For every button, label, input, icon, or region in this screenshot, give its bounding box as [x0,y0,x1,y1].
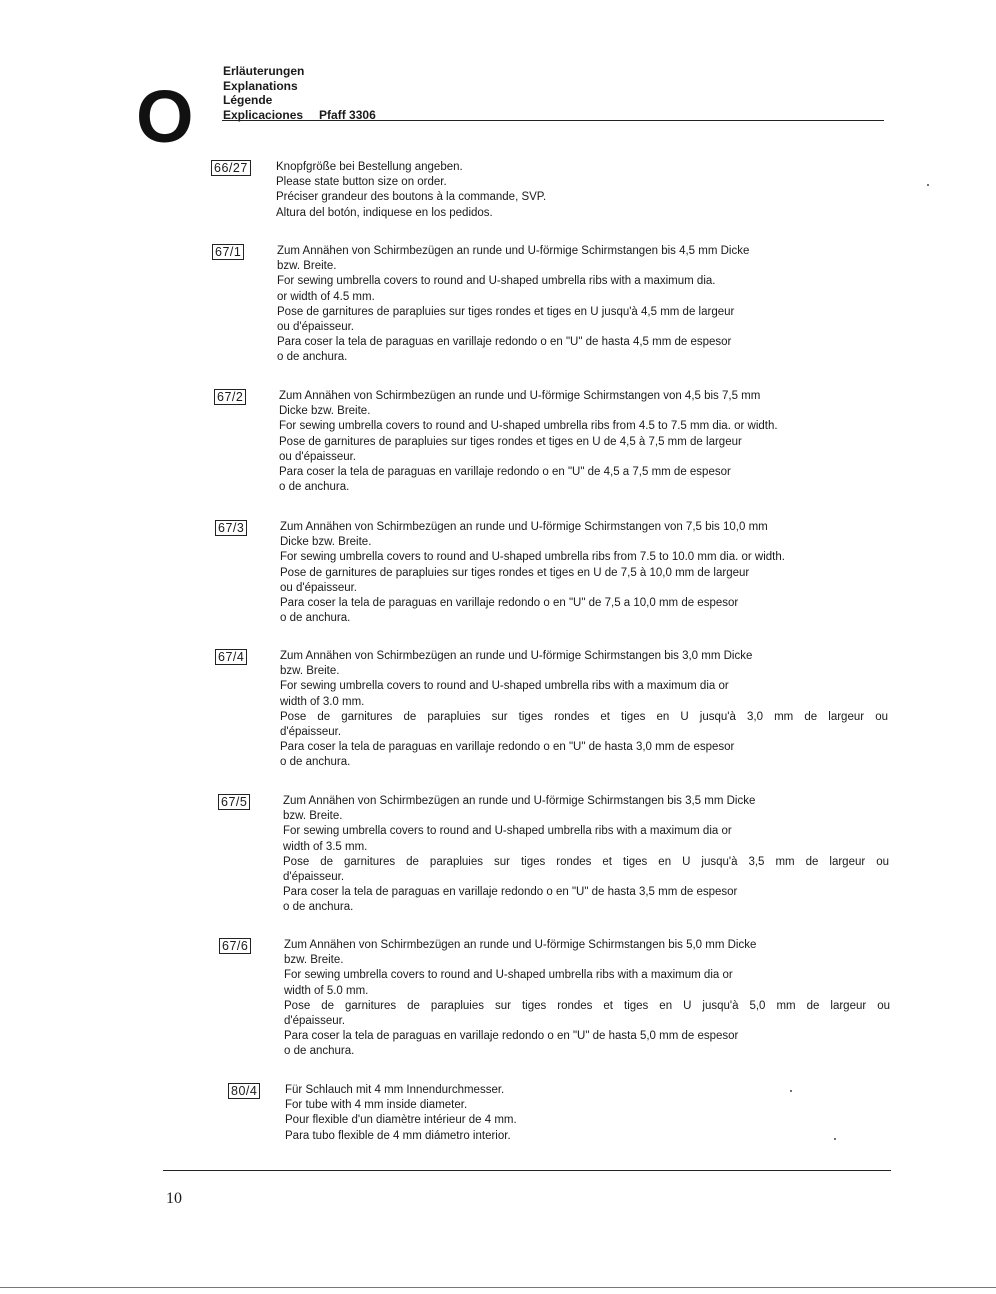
entry-text [285,1083,885,1144]
entry-line: Zum Annähen von Schirmbezügen an runde und U-förmige Schirmstangen bis 5,0 mm Dicke [284,939,757,951]
entry-line: bzw. Breite. [280,665,340,678]
entry-line: For sewing umbrella covers to round and U-shaped umbrella ribs with a maximum dia or [280,680,729,693]
entry-line: width of 3.0 mm. [280,695,365,708]
entry-line: Dicke bzw. Breite. [279,405,371,418]
entry-line: o de anchura. [277,351,348,364]
entry-text [280,649,888,771]
entry-line: Zum Annähen von Schirmbezügen an runde und U-förmige Schirmstangen von 7,5 bis 10,0 mm [280,521,768,533]
entry-line: Für Schlauch mit 4 mm Innendurchmesser. [285,1084,505,1096]
entry-line: Pose de garnitures de parapluies sur tiges rondes et tiges en U jusqu'à 4,5 mm de largeur [277,305,735,318]
entry-line: Para tubo flexible de 4 mm diámetro interior. [285,1129,511,1142]
part-code-box: 67/1 [212,244,244,260]
entry-line: ou d'épaisseur. [280,581,358,594]
entry-line: For sewing umbrella covers to round and U-shaped umbrella ribs from 7.5 to 10.0 mm dia. or width. [280,551,785,564]
part-code-box: 67/3 [215,520,247,536]
entry-line: Please state button size on order. [276,176,447,189]
entry-line: d'épaisseur. [284,1015,346,1028]
entry-text [284,938,890,1060]
entry-line: For sewing umbrella covers to round and U-shaped umbrella ribs from 4.5 to 7.5 mm dia. or width. [279,420,778,433]
entry-line: Para coser la tela de paraguas en varillaje redondo o en "U" de hasta 5,0 mm de espesor [284,1030,739,1043]
entry-line: Pose de garnitures de parapluies sur tiges rondes et tiges en U jusqu'à 3,5 mm de largeur ou [283,855,889,868]
entry-line: Pour flexible d'un diamètre intérieur de 4 mm. [285,1114,517,1127]
entry-line: Zum Annähen von Schirmbezügen an runde und U-förmige Schirmstangen von 4,5 bis 7,5 mm [279,390,761,402]
entry-line: Pose de garnitures de parapluies sur tiges rondes et tiges en U de 4,5 à 7,5 mm de largeur [279,435,742,448]
entry-line: o de anchura. [279,481,350,494]
scan-speck [927,184,929,186]
entry-line: width of 5.0 mm. [284,984,369,997]
entry-line: Pose de garnitures de parapluies sur tiges rondes et tiges en U jusqu'à 3,0 mm de largeur ou [280,710,888,723]
part-code-box: 67/5 [218,794,250,810]
entry-line: For sewing umbrella covers to round and U-shaped umbrella ribs with a maximum dia. [277,275,716,288]
header-titles [223,64,376,122]
entry-text [279,389,879,495]
entry-line: Para coser la tela de paraguas en varillaje redondo o en "U" de hasta 3,0 mm de espesor [280,741,735,754]
scan-speck [834,1138,836,1140]
entry-line: or width of 4.5 mm. [277,290,375,303]
entry-line: Knopfgröße bei Bestellung angeben. [276,161,463,173]
entry-line: ou d'épaisseur. [279,450,357,463]
section-letter: O [136,75,194,158]
entry-line: Zum Annähen von Schirmbezügen an runde und U-förmige Schirmstangen bis 3,5 mm Dicke [283,795,756,807]
entry-line: bzw. Breite. [277,260,337,273]
entry-text [276,160,876,221]
entry-line: d'épaisseur. [283,871,345,884]
entry-line: bzw. Breite. [283,810,343,823]
entry-line: ou d'épaisseur. [277,321,355,334]
header-title-en: Explanations [223,78,298,93]
entry-line: bzw. Breite. [284,954,344,967]
part-code-box: 67/4 [215,649,247,665]
entry-line: Para coser la tela de paraguas en varillaje redondo o en "U" de 4,5 a 7,5 mm de espesor [279,466,731,479]
entry-line: Pose de garnitures de parapluies sur tiges rondes et tiges en U de 7,5 à 10,0 mm de largeur [280,566,750,579]
header-title-de: Erläuterungen [223,64,305,78]
entry-line: Para coser la tela de paraguas en varillaje redondo o en "U" de hasta 3,5 mm de espesor [283,886,738,899]
page-number: 10 [166,1190,182,1207]
footer-rule [163,1170,891,1171]
part-code-box: 80/4 [228,1083,260,1099]
part-code-box: 66/27 [211,160,251,176]
entry-text [280,520,880,626]
entry-line: width of 3.5 mm. [283,840,368,853]
entry-line: Para coser la tela de paraguas en varillaje redondo o en "U" de 7,5 a 10,0 mm de espesor [280,597,739,610]
entry-line: d'épaisseur. [280,726,342,739]
entry-line: o de anchura. [280,612,351,625]
header-title-fr: Légende [223,93,273,107]
entry-line: Préciser grandeur des boutons à la commande, SVP. [276,191,547,204]
part-code-box: 67/6 [219,938,251,954]
entry-line: Pose de garnitures de parapluies sur tiges rondes et tiges en U jusqu'à 5,0 mm de largeur ou [284,999,890,1012]
entry-line: For sewing umbrella covers to round and U-shaped umbrella ribs with a maximum dia or [284,969,733,982]
part-code-box: 67/2 [214,389,246,405]
entry-text [283,794,889,916]
entry-line: Altura del botón, indiquese en los pedidos. [276,206,493,219]
entry-text [277,244,877,366]
page-edge-line [0,1287,996,1288]
entry-line: o de anchura. [280,756,351,769]
entry-line: Zum Annähen von Schirmbezügen an runde und U-förmige Schirmstangen bis 4,5 mm Dicke [277,245,750,257]
entry-line: o de anchura. [284,1045,355,1058]
entry-line: Zum Annähen von Schirmbezügen an runde und U-förmige Schirmstangen bis 3,0 mm Dicke [280,650,753,662]
header-title-es: Explicaciones [223,107,304,122]
entry-line: Para coser la tela de paraguas en varillaje redondo o en "U" de hasta 4,5 mm de espesor [277,336,732,349]
header-rule [222,120,884,121]
scan-speck [790,1090,792,1092]
entry-line: o de anchura. [283,901,354,914]
entry-line: For sewing umbrella covers to round and U-shaped umbrella ribs with a maximum dia or [283,825,732,838]
entry-line: For tube with 4 mm inside diameter. [285,1099,468,1112]
entry-line: Dicke bzw. Breite. [280,536,372,549]
model-name: Pfaff 3306 [319,107,376,122]
